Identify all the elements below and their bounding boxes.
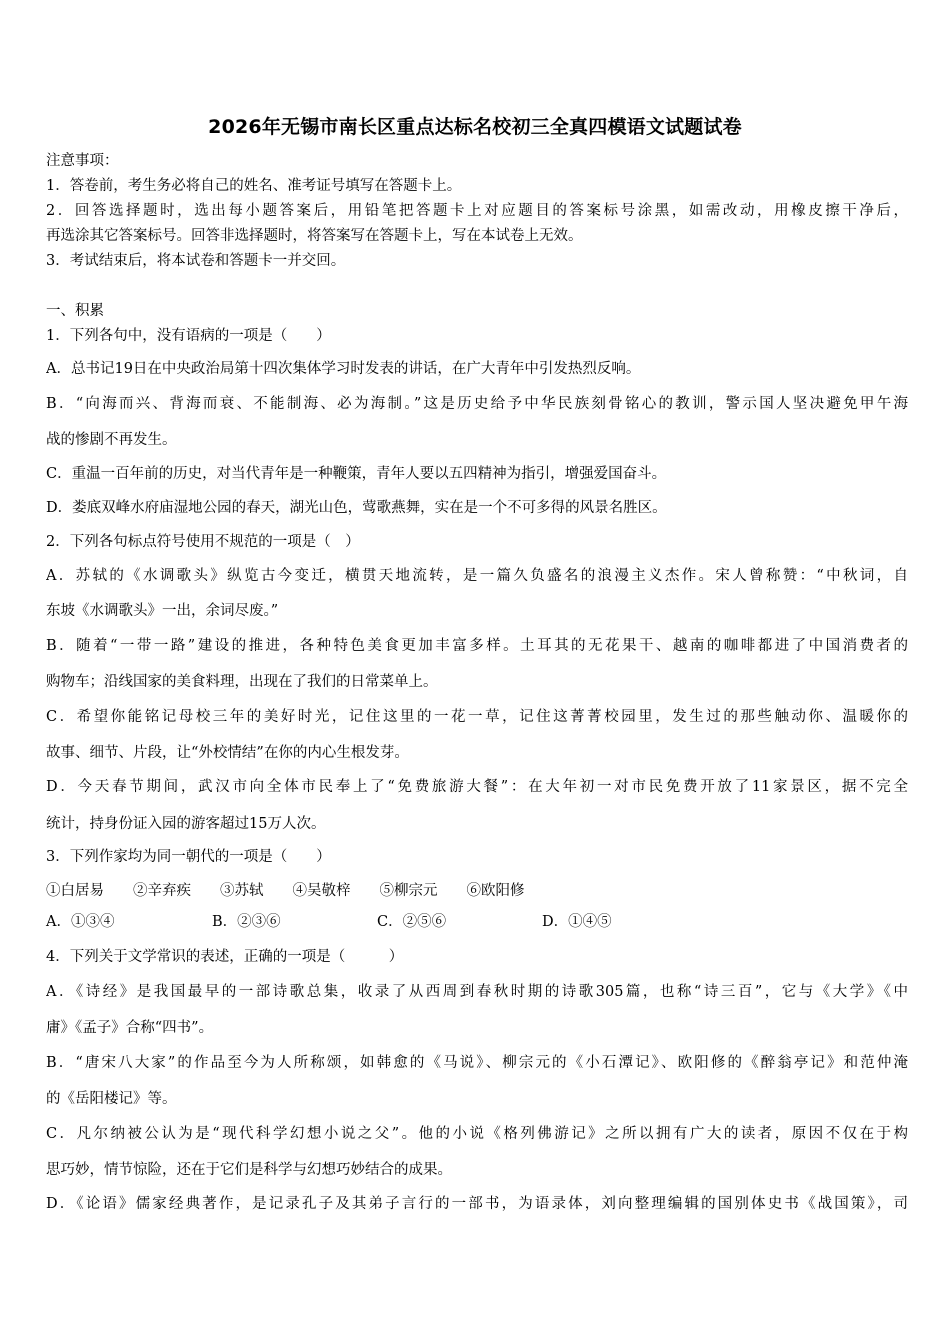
q4-option-b-line-2: 的《岳阳楼记》等。 <box>46 1091 177 1107</box>
q3-authors: ①白居易 ②辛弃疾 ③苏轼 ④吴敬梓 ⑤柳宗元 ⑥欧阳修 <box>46 883 525 899</box>
q3-option-c: C．②⑤⑥ <box>377 914 447 930</box>
q2-option-b-line-2: 购物车；沿线国家的美食料理，出现在了我们的日常菜单上。 <box>46 674 438 690</box>
q1-option-d: D．娄底双峰水府庙湿地公园的春天，湖光山色，莺歌燕舞，实在是一个不可多得的风景名胜区。 <box>46 500 667 516</box>
notice-item-2-line-2: 再选涂其它答案标号。回答非选择题时，将答案写在答题卡上，写在本试卷上无效。 <box>46 228 583 244</box>
notice-item-3: 3．考试结束后，将本试卷和答题卡一并交回。 <box>46 253 346 269</box>
notice-heading: 注意事项： <box>46 153 119 169</box>
q3-stem: 3．下列作家均为同一朝代的一项是（ ） <box>46 849 331 865</box>
q1-option-a: A．总书记19日在中央政治局第十四次集体学习时发表的讲话，在广大青年中引发热烈反响。 <box>46 361 641 377</box>
q2-option-d-line-1: D．今天春节期间，武汉市向全体市民奉上了“免费旅游大餐”：在大年初一对市民免费开放了11家景区，据不完全 <box>46 779 908 795</box>
q3-option-a: A．①③④ <box>46 914 115 930</box>
q2-option-c-line-2: 故事、细节、片段，让“外校情结”在你的内心生根发芽。 <box>46 745 409 761</box>
q4-option-a-line-2: 庸》《孟子》合称“四书”。 <box>46 1020 214 1036</box>
q2-option-b-line-1: B．随着“一带一路”建设的推进，各种特色美食更加丰富多样。土耳其的无花果干、越南的咖啡都进了中国消费者的 <box>46 638 908 654</box>
q2-option-a-line-1: A．苏轼的《水调歌头》纵览古今变迁，横贯天地流转，是一篇久负盛名的浪漫主义杰作。宋人曾称赞：“中秋词，自 <box>46 568 908 584</box>
q3-option-b: B．②③⑥ <box>212 914 281 930</box>
q2-option-d-line-2: 统计，持身份证入园的游客超过15万人次。 <box>46 816 326 832</box>
q4-option-c-line-1: C．凡尔纳被公认为是“现代科学幻想小说之父”。他的小说《格列佛游记》之所以拥有广大的读者，原因不仅在于构 <box>46 1126 908 1142</box>
q2-option-c-line-1: C．希望你能铭记母校三年的美好时光，记住这里的一花一草，记住这菁菁校园里，发生过的那些触动你、温暖你的 <box>46 709 908 725</box>
notice-item-1: 1．答卷前，考生务必将自己的姓名、准考证号填写在答题卡上。 <box>46 178 462 194</box>
section-heading: 一、积累 <box>46 303 104 319</box>
q4-option-c-line-2: 思巧妙，情节惊险，还在于它们是科学与幻想巧妙结合的成果。 <box>46 1162 452 1178</box>
q1-option-b-line-2: 战的惨剧不再发生。 <box>46 432 177 448</box>
q1-option-c: C．重温一百年前的历史，对当代青年是一种鞭策，青年人要以五四精神为指引，增强爱国奋斗。 <box>46 466 667 482</box>
q4-option-d-line-1: D．《论语》儒家经典著作，是记录孔子及其弟子言行的一部书，为语录体，刘向整理编辑的国别体史书《战国策》，司 <box>46 1196 908 1212</box>
q4-option-a-line-1: A．《诗经》是我国最早的一部诗歌总集，收录了从西周到春秋时期的诗歌305篇，也称“诗三百”，它与《大学》《中 <box>46 984 908 1000</box>
q2-stem: 2．下列各句标点符号使用不规范的一项是（ ） <box>46 534 360 550</box>
q4-stem: 4．下列关于文学常识的表述，正确的一项是（ ） <box>46 949 404 965</box>
q3-option-d: D．①④⑤ <box>542 914 612 930</box>
q1-stem: 1．下列各句中，没有语病的一项是（ ） <box>46 328 331 344</box>
q2-option-a-line-2: 东坡《水调歌头》一出，余词尽废。” <box>46 603 279 619</box>
q1-option-b-line-1: B．“向海而兴、背海而衰、不能制海、必为海制。”这是历史给予中华民族刻骨铭心的教训，警示国人坚决避免甲午海 <box>46 396 908 412</box>
page-title: 2026年无锡市南长区重点达标名校初三全真四模语文试题试卷 <box>208 116 742 138</box>
notice-item-2-line-1: 2．回答选择题时，选出每小题答案后，用铅笔把答题卡上对应题目的答案标号涂黑，如需改动，用橡皮擦干净后， <box>46 203 908 219</box>
q4-option-b-line-1: B．“唐宋八大家”的作品至今为人所称颂，如韩愈的《马说》、柳宗元的《小石潭记》、欧阳修的《醉翁亭记》和范仲淹 <box>46 1055 908 1071</box>
